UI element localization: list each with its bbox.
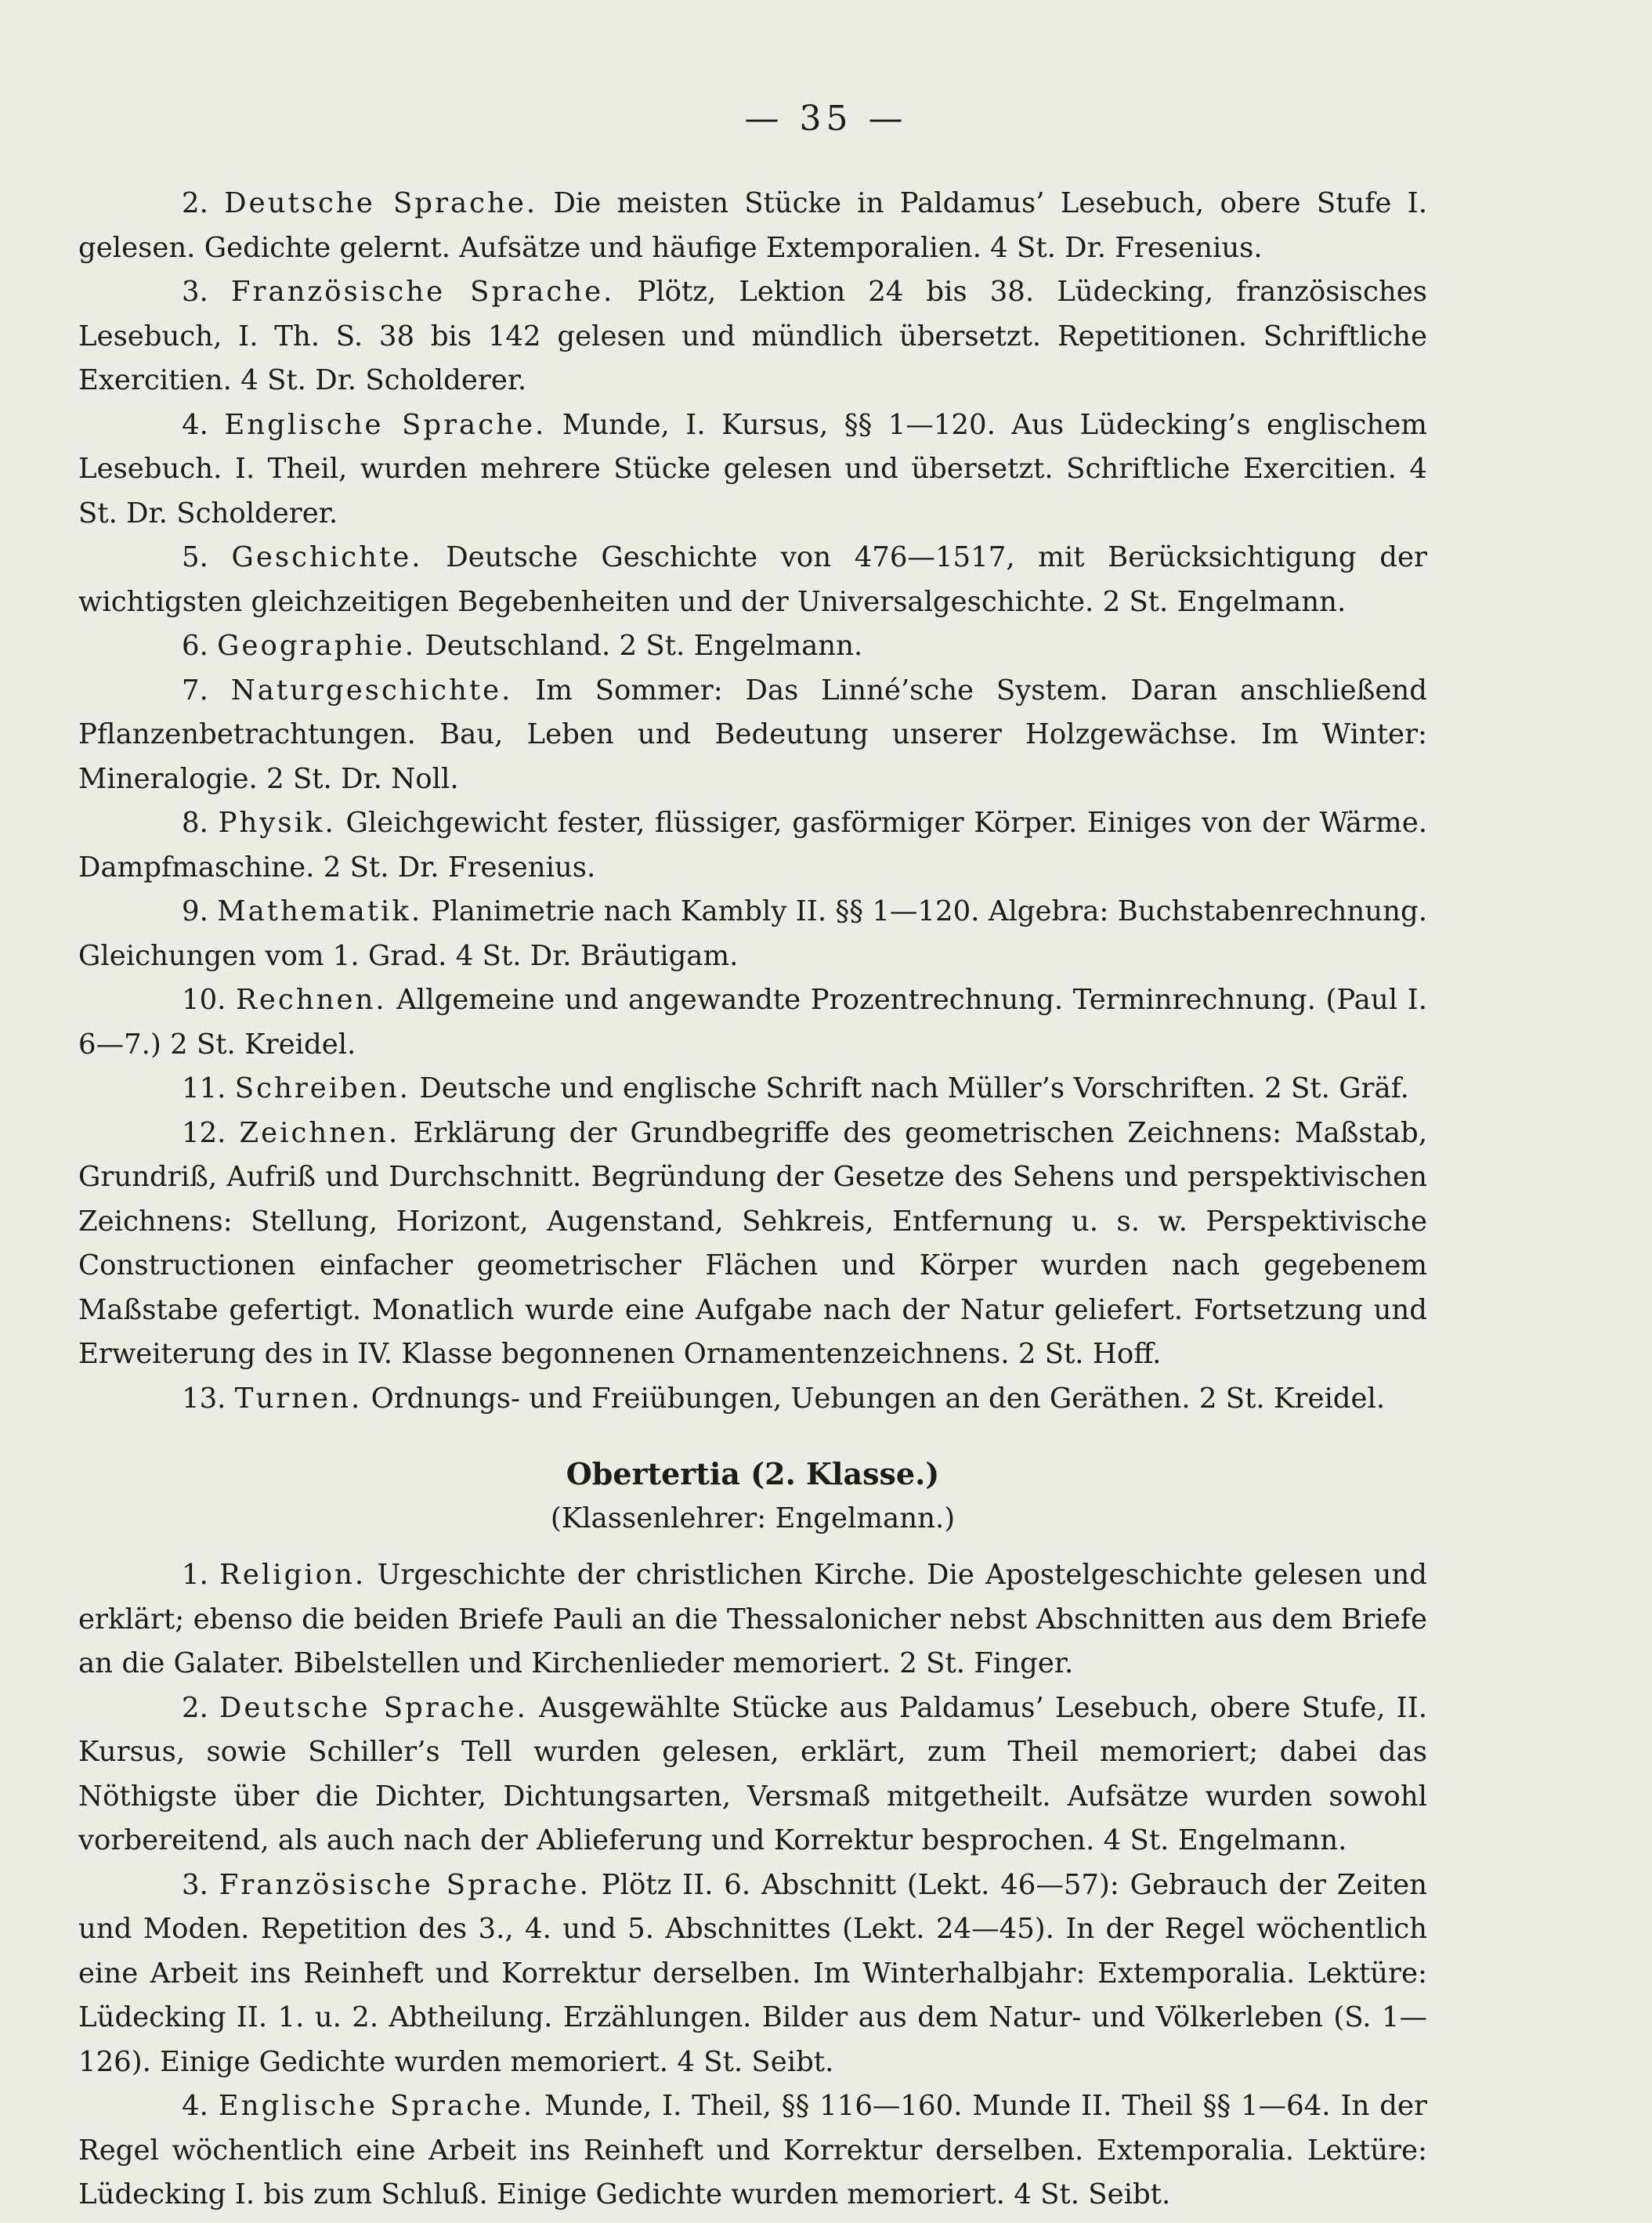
item-text: Die meisten Stücke in Paldamus’ Lesebuch, obere Stufe I. gelesen. Gedichte gelernt. Aufsätze und häufige Extemporalien. 4 St. Dr. Fresenius. xyxy=(78,187,1427,264)
curriculum-list-top xyxy=(78,182,1427,1421)
subject-name: Englische Sprache. xyxy=(218,2090,535,2122)
curriculum-item: 12. Zeichnen. Erklärung der Grundbegriffe des geometrischen Zeichnens: Maßstab, Grundriß, Aufriß und Durchschnitt. Begründung der Gesetze des Sehens und perspektivischen Zeichnens: Stellung, Horizont, Augenstand, Sehkreis, Entfernung u. s. w. Perspektivische Constructionen einfacher geometrischer Flächen und Körper wurden nach gegebenem Maßstabe gefertigt. Monatlich wurde eine Aufgabe nach der Natur geliefert. Fortsetzung und Erweiterung des in IV. Klasse begonnenen Ornamentenzeichnens. 2 St. Hoff. xyxy=(78,1116,1427,1370)
subject-name: Deutsche Sprache. xyxy=(224,187,538,219)
item-text: Plötz, Lektion 24 bis 38. Lüdecking, französisches Lesebuch, I. Th. S. 38 bis 142 gelesen und mündlich übersetzt. Repetitionen. Schriftliche Exercitien. 4 St. Dr. Scholderer. xyxy=(78,276,1427,396)
curriculum-item: 9. Mathematik. Planimetrie nach Kambly II. §§ 1—120. Algebra: Buchstabenrechnung. Gleichungen vom 1. Grad. 4 St. Dr. Bräutigam. xyxy=(78,895,1427,972)
curriculum-item: 3. Französische Sprache. Plötz II. 6. Abschnitt (Lekt. 46—57): Gebrauch der Zeiten und Moden. Repetition des 3., 4. und 5. Abschnittes (Lekt. 24—45). In der Regel wöchentlich eine Arbeit ins Reinheft und Korrektur derselben. Im Winterhalbjahr: Extemporalia. Lektüre: Lüdecking II. 1. u. 2. Abtheilung. Erzählungen. Bilder aus dem Natur- und Völkerleben (S. 1—126). Einige Gedichte wurden memoriert. 4 St. Seibt. xyxy=(78,1868,1427,2078)
item-text: Munde, I. Theil, §§ 116—160. Munde II. Theil §§ 1—64. In der Regel wöchentlich eine Arbeit ins Reinheft und Korrektur derselben. Extemporalia. Lektüre: Lüdecking I. bis zum Schluß. Einige Gedichte wurden memoriert. 4 St. Seibt. xyxy=(78,2090,1427,2210)
item-text: Deutsche Geschichte von 476—1517, mit Berücksichtigung der wichtigsten gleichzeitigen Begebenheiten und der Universalgeschichte. 2 St. Engelmann. xyxy=(78,541,1427,618)
curriculum-list-bottom xyxy=(78,1553,1427,2218)
curriculum-item: 6. Geographie. Deutschland. 2 St. Engelmann. xyxy=(182,630,863,662)
subject-name: Physik. xyxy=(218,807,336,839)
item-text: Deutsche und englische Schrift nach Müller’s Vorschriften. 2 St. Gräf. xyxy=(419,1072,1409,1104)
subject-name: Zeichnen. xyxy=(239,1116,400,1149)
subject-name: Schreiben. xyxy=(234,1072,411,1104)
subject-name: Deutsche Sprache. xyxy=(219,1691,528,1724)
subject-name: Geschichte. xyxy=(231,541,423,573)
subject-name: Rechnen. xyxy=(236,984,387,1016)
curriculum-item: 4. Englische Sprache. Munde, I. Kursus, §§ 1—120. Aus Lüdecking’s englischem Lesebuch. I. Theil, wurden mehrere Stücke gelesen und übersetzt. Schriftliche Exercitien. 4 St. Dr. Scholderer. xyxy=(78,408,1427,530)
item-text: Ausgewählte Stücke aus Paldamus’ Lesebuch, obere Stufe, II. Kursus, sowie Schiller’s Tell wurden gelesen, erklärt, zum Theil memoriert; dabei das Nöthigste über die Dichter, Dichtungsarten, Versmaß mitgetheilt. Aufsätze wurden sowohl vorbereitend, als auch nach der Ablieferung und Korrektur besprochen. 4 St. Engelmann. xyxy=(78,1691,1428,1856)
subject-name: Französische Sprache. xyxy=(230,276,615,308)
item-text: Erklärung der Grundbegriffe des geometrischen Zeichnens: Maßstab, Grundriß, Aufriß und Durchschnitt. Begründung der Gesetze des Sehens und perspektivischen Zeichnens: Stellung, Horizont, Augenstand, Sehkreis, Entfernung u. s. w. Perspektivische Constructionen einfacher geometrischer Flächen und Körper wurden nach gegebenem Maßstabe gefertigt. Monatlich wurde eine Aufgabe nach der Natur geliefert. Fortsetzung und Erweiterung des in IV. Klasse begonnenen Ornamentenzeichnens. 2 St. Hoff. xyxy=(78,1116,1427,1370)
curriculum-item: 4. Englische Sprache. Munde, I. Theil, §§ 116—160. Munde II. Theil §§ 1—64. In der Regel wöchentlich eine Arbeit ins Reinheft und Korrektur derselben. Extemporalia. Lektüre: Lüdecking I. bis zum Schluß. Einige Gedichte wurden memoriert. 4 St. Seibt. xyxy=(78,2090,1427,2210)
curriculum-item: 2. Deutsche Sprache. Die meisten Stücke in Paldamus’ Lesebuch, obere Stufe I. gelesen. Gedichte gelernt. Aufsätze und häufige Extemporalien. 4 St. Dr. Fresenius. xyxy=(78,187,1427,264)
item-text: Munde, I. Kursus, §§ 1—120. Aus Lüdecking’s englischem Lesebuch. I. Theil, wurden mehrere Stücke gelesen und übersetzt. Schriftliche Exercitien. 4 St. Dr. Scholderer. xyxy=(78,408,1427,530)
item-text: Deutschland. 2 St. Engelmann. xyxy=(425,630,863,662)
subject-name: Religion. xyxy=(219,1559,367,1591)
section-heading: Obertertia (2. Klasse.) xyxy=(566,1456,940,1491)
item-text: Allgemeine und angewandte Prozentrechnung. Terminrechnung. (Paul I. 6—7.) 2 St. Kreidel. xyxy=(78,984,1427,1061)
curriculum-item: 1. Religion. Urgeschichte der christlichen Kirche. Die Apostelgeschichte gelesen und erklärt; ebenso die beiden Briefe Pauli an die Thessalonicher nebst Abschnitten aus dem Briefe an die Galater. Bibelstellen und Kirchenlieder memoriert. 2 St. Finger. xyxy=(78,1559,1427,1679)
document-body xyxy=(78,182,1427,2218)
curriculum-item: 8. Physik. Gleichgewicht fester, flüssiger, gasförmiger Körper. Einiges von der Wärme. Dampfmaschine. 2 St. Dr. Fresenius. xyxy=(78,807,1427,884)
item-text: Planimetrie nach Kambly II. §§ 1—120. Algebra: Buchstabenrechnung. Gleichungen vom 1. Grad. 4 St. Dr. Bräutigam. xyxy=(78,895,1427,972)
page-number: — 35 — xyxy=(744,99,908,139)
item-text: Im Sommer: Das Linné’sche System. Daran anschließend Pflanzenbetrachtungen. Bau, Leben und Bedeutung unserer Holzgewächse. Im Winter: Mineralogie. 2 St. Dr. Noll. xyxy=(78,674,1427,795)
subject-name: Turnen. xyxy=(234,1382,363,1415)
subject-name: Englische Sprache. xyxy=(224,408,547,441)
section-subheading: (Klassenlehrer: Engelmann.) xyxy=(550,1502,956,1534)
curriculum-item: 2. Deutsche Sprache. Ausgewählte Stücke aus Paldamus’ Lesebuch, obere Stufe, II. Kursus, sowie Schiller’s Tell wurden gelesen, erklärt, zum Theil memoriert; dabei das Nöthigste über die Dichter, Dichtungsarten, Versmaß mitgetheilt. Aufsätze wurden sowohl vorbereitend, als auch nach der Ablieferung und Korrektur besprochen. 4 St. Engelmann. xyxy=(78,1691,1428,1856)
item-text: Ordnungs- und Freiübungen, Uebungen an den Geräthen. 2 St. Kreidel. xyxy=(371,1382,1386,1415)
subject-name: Naturgeschichte. xyxy=(230,674,513,707)
curriculum-item: 11. Schreiben. Deutsche und englische Schrift nach Müller’s Vorschriften. 2 St. Gräf. xyxy=(182,1072,1409,1104)
curriculum-item: 5. Geschichte. Deutsche Geschichte von 476—1517, mit Berücksichtigung der wichtigsten gleichzeitigen Begebenheiten und der Universalgeschichte. 2 St. Engelmann. xyxy=(78,541,1427,618)
item-text: Gleichgewicht fester, flüssiger, gasförmiger Körper. Einiges von der Wärme. Dampfmaschine. 2 St. Dr. Fresenius. xyxy=(78,807,1427,884)
subject-name: Mathematik. xyxy=(217,895,423,927)
item-text: Urgeschichte der christlichen Kirche. Die Apostelgeschichte gelesen und erklärt; ebenso die beiden Briefe Pauli an die Thessalonicher nebst Abschnitten aus dem Briefe an die Galater. Bibelstellen und Kirchenlieder memoriert. 2 St. Finger. xyxy=(78,1559,1427,1679)
subject-name: Geographie. xyxy=(217,630,417,662)
curriculum-item: 3. Französische Sprache. Plötz, Lektion 24 bis 38. Lüdecking, französisches Lesebuch, I. Th. S. 38 bis 142 gelesen und mündlich übersetzt. Repetitionen. Schriftliche Exercitien. 4 St. Dr. Scholderer. xyxy=(78,276,1427,396)
curriculum-item: 13. Turnen. Ordnungs- und Freiübungen, Uebungen an den Geräthen. 2 St. Kreidel. xyxy=(182,1382,1386,1415)
curriculum-item: 7. Naturgeschichte. Im Sommer: Das Linné’sche System. Daran anschließend Pflanzenbetrachtungen. Bau, Leben und Bedeutung unserer Holzgewächse. Im Winter: Mineralogie. 2 St. Dr. Noll. xyxy=(78,674,1427,795)
item-text: Plötz II. 6. Abschnitt (Lekt. 46—57): Gebrauch der Zeiten und Moden. Repetition des 3., 4. und 5. Abschnittes (Lekt. 24—45). In der Regel wöchentlich eine Arbeit ins Reinheft und Korrektur derselben. Im Winterhalbjahr: Extemporalia. Lektüre: Lüdecking II. 1. u. 2. Abtheilung. Erzählungen. Bilder aus dem Natur- und Völkerleben (S. 1—126). Einige Gedichte wurden memoriert. 4 St. Seibt. xyxy=(78,1868,1427,2078)
subject-name: Französische Sprache. xyxy=(219,1868,591,1901)
curriculum-item: 10. Rechnen. Allgemeine und angewandte Prozentrechnung. Terminrechnung. (Paul I. 6—7.) 2 St. Kreidel. xyxy=(78,984,1427,1061)
